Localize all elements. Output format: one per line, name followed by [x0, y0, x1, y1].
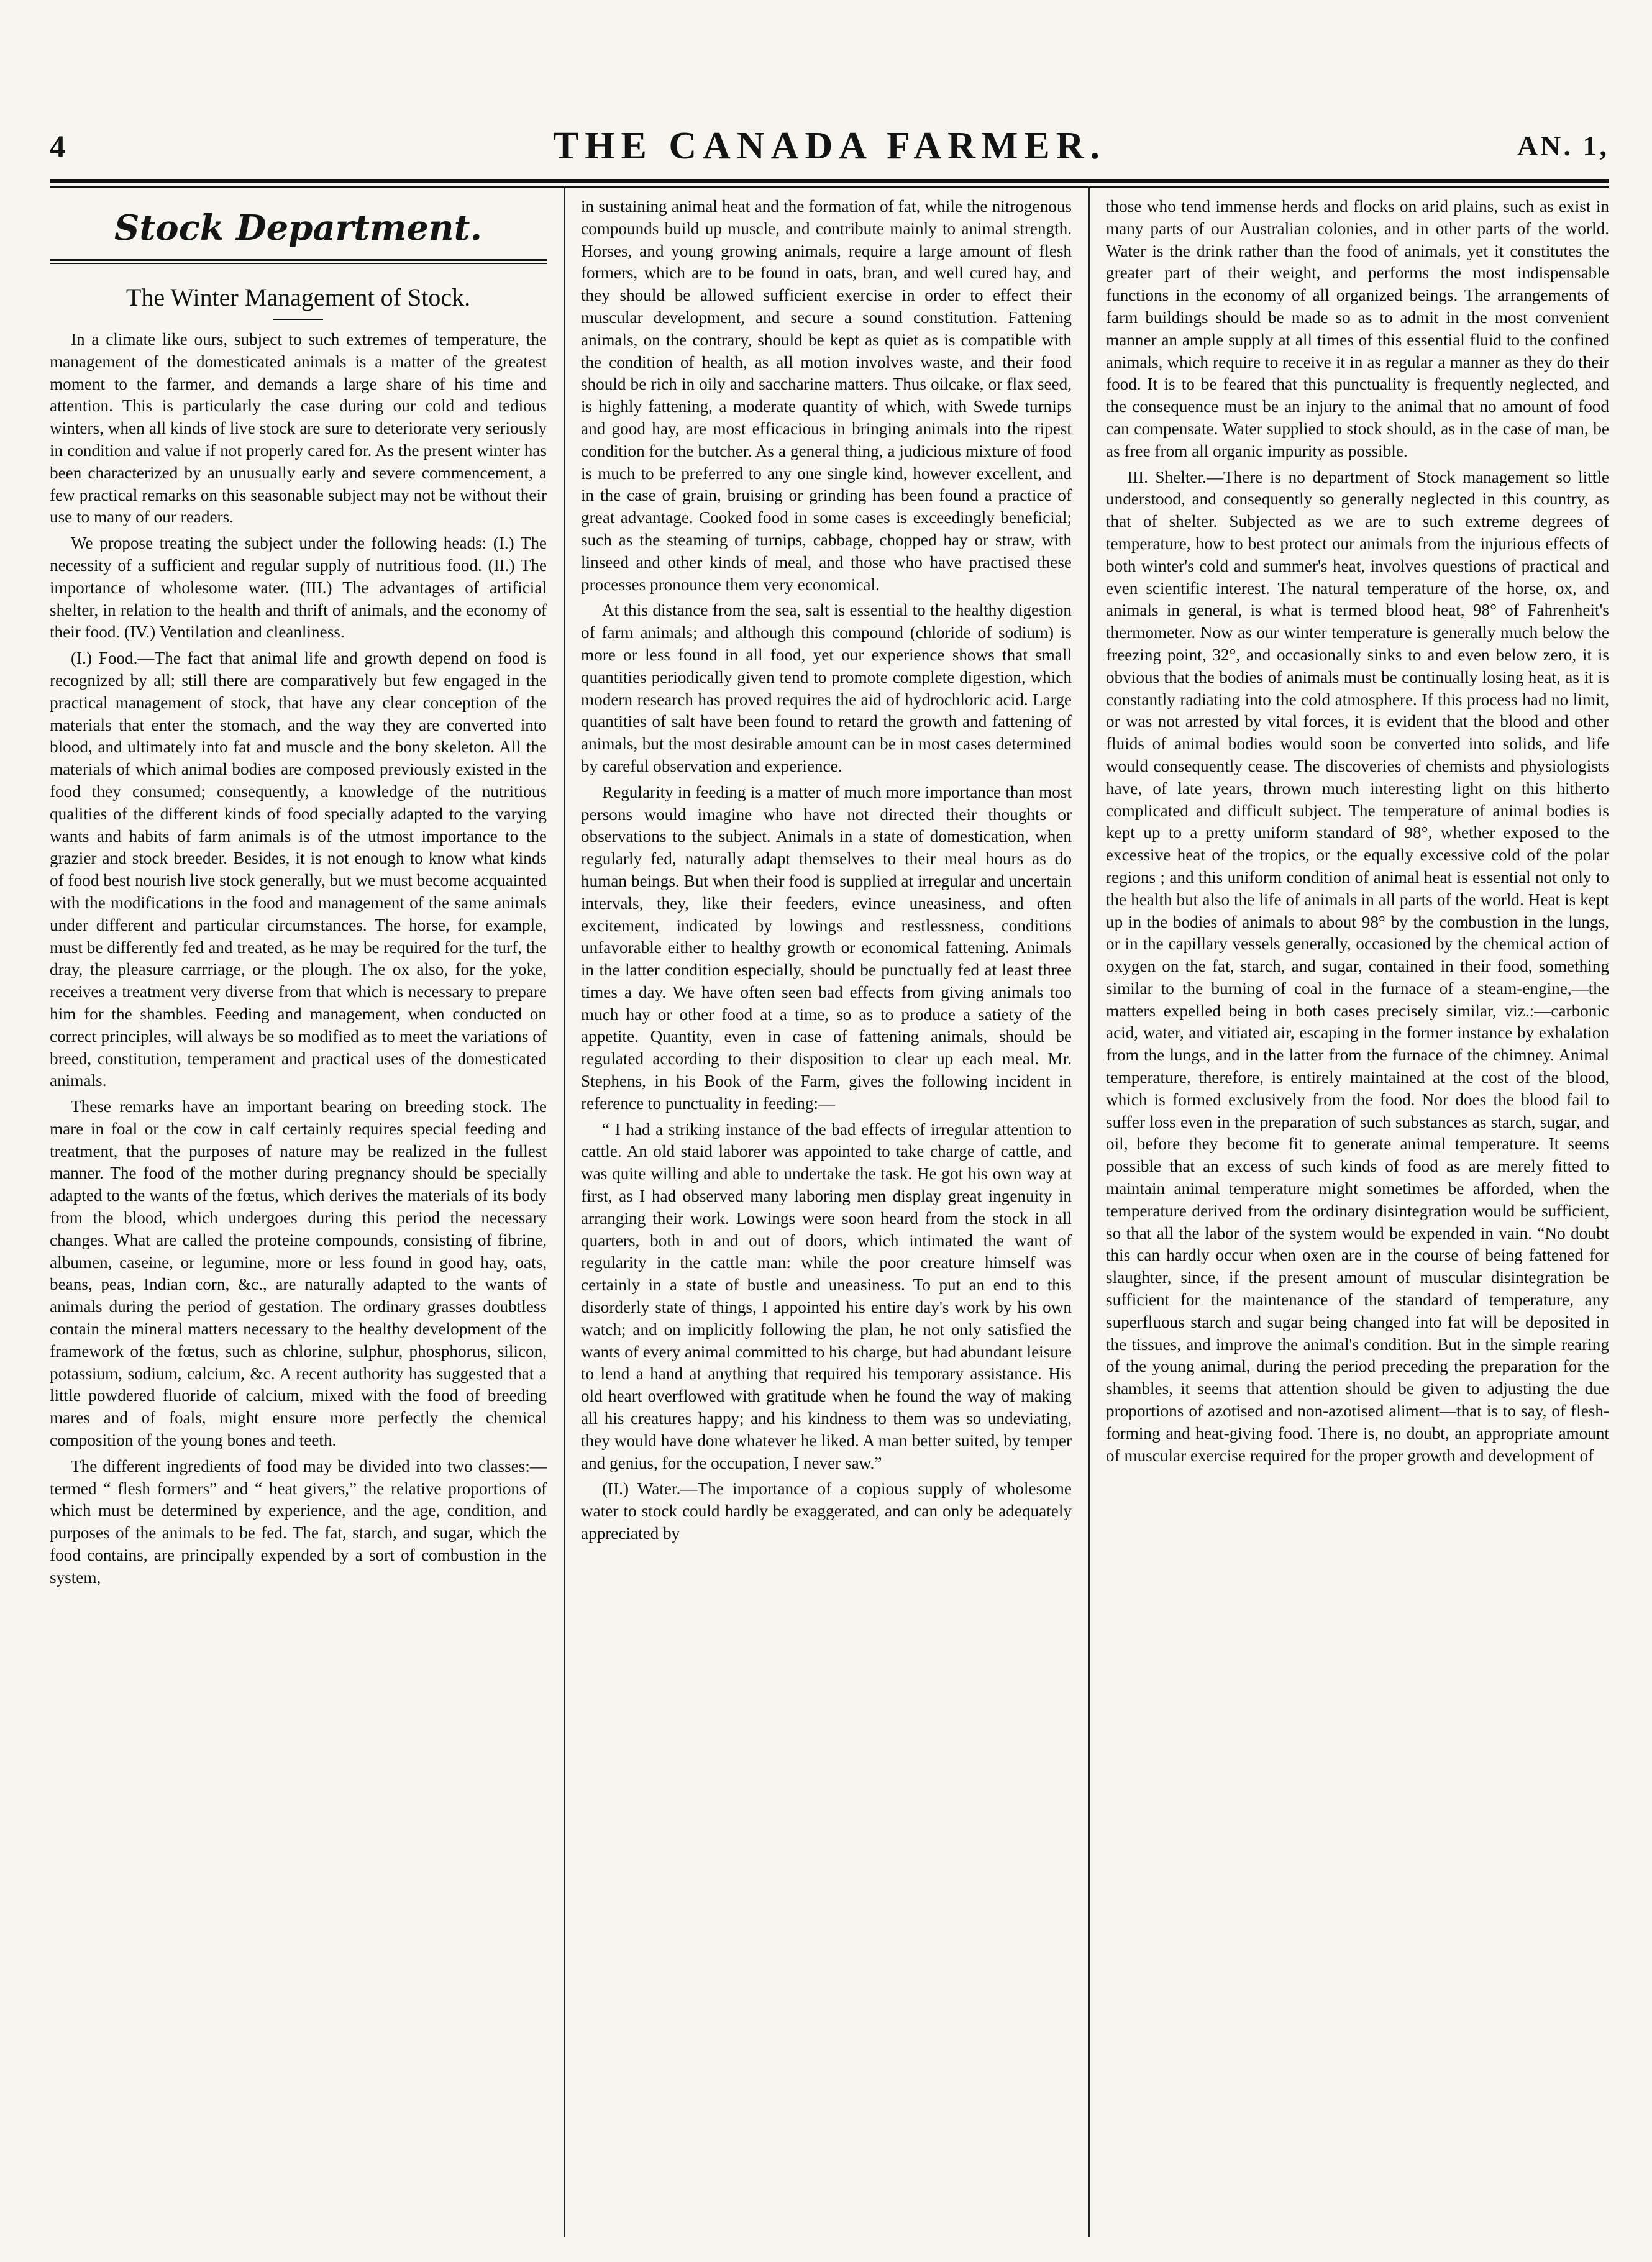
paragraph: in sustaining animal heat and the formation of fat, while the nitrogenous compounds build up muscle, and contribute mainly to animal strength. Horses, and young growing animals, require a large amount of flesh formers, which are to be found in oats, bran, and well cured hay, and they should be allowed sufficient exercise in order to effect their muscular development, and secure a sound constitution. Fattening animals, on the contrary, should be kept as quiet as is compatible with the condition of health, as all motion involves waste, and their food should be rich in oily and saccharine matters. Thus oilcake, or flax seed, is highly fattening, a moderate quantity of which, with Swede turnips and good hay, are most efficacious in bringing animals into the ripest condition for the butcher. As a general thing, a judicious mixture of food is much to be preferred to any one single kind, however excellent, and in the case of grain, bruising or grinding has been found a practice of great advantage. Cooked food in some cases is exceedingly beneficial; such as the steaming of turnips, cabbage, chopped hay or straw, with linseed and other kinds of meal, and those who have practised these processes pronounce them very economical.	[581, 197, 1072, 594]
page-number: 4	[50, 129, 65, 163]
paragraph: (I.) Food.—The fact that animal life and growth depend on food is recognized by all; still there are comparatively but few engaged in the practical management of stock, that have any clear conception of the materials that enter the stomach, and the way they are converted into blood, and ultimately into fat and muscle and the bony skeleton. All the materials of which animal bodies are composed previously existed in the food they consumed; consequently, a knowledge of the nutritious qualities of the different kinds of food specially adapted to the varying wants and habits of farm animals is of the utmost importance to the grazier and stock breeder. Besides, it is not enough to know what kinds of food best nourish live stock generally, but we must become acquainted with the modifications in the food and management of the same animals under different and particular circumstances. The horse, for example, must be differently fed and treated, as he may be required for the turf, the dray, the pleasure carrriage, or the plough. The ox also, for the yoke, receives a treatment very diverse from that which is necessary to prepare him for the shambles. Feeding and management, when conducted on correct principles, will always be so modified as to meet the variations of breed, constitution, temperament and practical uses of the domesticated animals.	[50, 649, 547, 1090]
issue-label: AN. 1,	[1517, 130, 1609, 162]
article-title: The Winter Management of Stock.	[125, 283, 471, 311]
column-2	[581, 196, 1072, 2237]
column-divider	[1088, 186, 1090, 2237]
column-1	[50, 196, 547, 2237]
column-divider	[564, 186, 565, 2237]
paragraph: In a climate like ours, subject to such extremes of temperature, the management of the domesticated animals is a matter of the greatest moment to the farmer, and demands a large share of his time and attention. This is particularly the case during our cold and tedious winters, when all kinds of live stock are sure to deteriorate very seriously in condition and value if not properly cared for. As the present winter has been characterized by an unusually early and severe commencement, a few practical remarks on this seasonable subject may not be without their use to many of our readers.	[50, 330, 547, 527]
paragraph: III. Shelter.—There is no department of Stock management so little understood, and consequently so generally neglected in this country, as that of shelter. Subjected as we are to such extreme degrees of temperature, how to best protect our animals from the injurious effects of both winter's cold and summer's heat, involves questions of practical and even scientific interest. The natural temperature of the horse, ox, and animals in general, is what is termed blood heat, 98° of Fahrenheit's thermometer. Now as our winter temperature is generally much below the freezing point, 32°, and occasionally sinks to and even below zero, it is obvious that the bodies of animals must be continually losing heat, as it is constantly radiating into the cold atmosphere. If this process had no limit, or was not arrested by vital forces, it is evident that the blood and other fluids of animal bodies would soon be converted into solids, and life would consequently cease. The discoveries of chemists and physiologists have, of late years, thrown much interesting light on this hitherto complicated and difficult subject. The temperature of animal bodies is kept up to a pretty uniform standard of 98°, whether exposed to the excessive heat of the tropics, or the equally excessive cold of the polar regions ; and this uniform condition of animal heat is essential not only to the health but also the life of animals in all parts of the world. Heat is kept up in the bodies of animals to about 98° by the combustion in the lungs, or in the capillary vessels generally, occasioned by the chemical action of oxygen on the fat, starch, and sugar, contained in their food, something similar to the burning of coal in the furnace of a steam-engine,—the matters expelled being in both cases precisely similar, viz.:—carbonic acid, water, and vitiated air, escaping in the former instance by exhalation from the lungs, and in the latter from the furnace of the chimney. Animal temperature, therefore, is entirely maintained at the cost of the blood, which is formed exclusively from the food. Nor does the blood fail to suffer loss even in the preparation of such substances as starch, sugar, and oil, before they become fit to generate animal temperature. It seems possible that an excess of such kinds of food as are merely fitted to maintain animal temperature might sometimes be afforded, when the temperature derived from the ordinary disintegration would be sufficient, so that all the labor of the system would be expended in vain. “No doubt this can hardly occur when oxen are in the course of being fattened for slaughter, since, if the present amount of muscular disintegration be sufficient for the maintenance of the standard of temperature, any superfluous starch and sugar being changed into fat will be deposited in the tissues, and improve the animal's condition. But in the simple rearing of the young animal, during the period preceding the preparation for the shambles, it seems that attention should be given to adjusting the due proportions of azotised and non-azotised aliment—that is to say, of flesh-forming and heat-giving food. There is, no doubt, an appropriate amount of muscular exercise required for the proper growth and development of	[1106, 467, 1609, 1465]
paragraph: those who tend immense herds and flocks on arid plains, such as exist in many parts of our Australian colonies, and in other parts of the world. Water is the drink rather than the food of animals, yet it constitutes the greater part of their weight, and performs the most indispensable functions in the economy of all organized beings. The arrangements of farm buildings should be made so as to admit in the most convenient manner an ample supply at all times of this essential fluid to the confined animals, which require to receive it in as regular a manner as they do their food. It is to be feared that this punctuality is frequently neglected, and the consequence must be an injury to the animal that no amount of food can compensate. Water supplied to stock should, as in the case of man, be as free from all organic impurity as possible.	[1106, 197, 1609, 460]
paragraph: These remarks have an important bearing on breeding stock. The mare in foal or the cow in calf certainly requires special feeding and treatment, that the purposes of nature may be realized in the fullest manner. The food of the mother during pregnancy should be specially adapted to the wants of the fœtus, which derives the materials of its body from the blood, which undergoes during this period the necessary changes. What are called the proteine compounds, consisting of fibrine, albumen, caseine, or legumine, more or less found in good hay, oats, beans, peas, Indian corn, &c., are naturally adapted to the wants of animals during the period of gestation. The ordinary grasses doubtless contain the mineral matters necessary to the healthy development of the framework of the fœtus, such as chlorine, sulphur, phosphorus, silicon, potassium, sodium, calcium, &c. A recent authority has suggested that a little powdered fluoride of calcium, mixed with the food of breeding mares and of foals, might ensure more perfectly the chemical composition of the young bones and teeth.	[50, 1097, 547, 1450]
paragraph: Regularity in feeding is a matter of much more importance than most persons would imagine who have not directed their thoughts or observations to the subject. Animals in a state of domestication, when regularly fed, naturally adapt themselves to their meal hours as do human beings. But when their food is supplied at irregular and uncertain intervals, they, like their feeders, evince uneasiness, and often excitement, indicated by lowings and restlessness, conditions unfavorable either to healthy growth or economical fattening. Animals in the latter condition especially, should be punctually fed at least three times a day. We have often seen bad effects from giving animals too much hay or other food at a time, so as to produce a satiety of the appetite. Quantity, even in case of fattening animals, should be regulated according to their disposition to clear up each meal. Mr. Stephens, in his Book of the Farm, gives the following incident in reference to punctuality in feeding:—	[581, 782, 1072, 1113]
column-3	[1106, 196, 1609, 2237]
masthead-rule	[50, 179, 1609, 183]
title-rule	[273, 319, 323, 320]
department-heading: Stock Department.	[114, 208, 483, 249]
paragraph: (II.) Water.—The importance of a copious supply of wholesome water to stock could hardly be exaggerated, and can only be adequately appreciated by	[581, 1479, 1072, 1543]
paragraph: We propose treating the subject under the following heads: (I.) The necessity of a sufficient and regular supply of nutritious food. (II.) The importance of wholesome water. (III.) The advantages of artificial shelter, in relation to the health and thrift of animals, and the economy of their food. (IV.) Ventilation and cleanliness.	[50, 534, 547, 642]
paragraph: The different ingredients of food may be divided into two classes:—termed “ flesh formers” and “ heat givers,” the relative proportions of which must be determined by experience, and the age, condition, and purposes of the animals to be fed. The fat, starch, and sugar, which the food contains, are principally expended by a sort of combustion in the system,	[50, 1456, 547, 1587]
newspaper-title: THE CANADA FARMER.	[552, 125, 1107, 167]
masthead-rule-thin	[50, 186, 1609, 188]
quotation: “ I had a striking instance of the bad effects of irregular attention to cattle. An old staid laborer was appointed to take charge of cattle, and was quite willing and able to undertake the task. He got his own way at first, as I had observed many laboring men display great ingenuity in arranging their work. Lowings were soon heard from the stock in all quarters, both in and out of doors, which intimated the want of regularity in the cattle man: while the poor creature himself was certainly in a state of bustle and uneasiness. To put an end to this disorderly state of things, I appointed his entire day's work by his own watch; and on implicitly following the plan, he not only satisfied the wants of every animal committed to his charge, but had abundant leisure to lend a hand at anything that required his temporary assistance. His old heart overflowed with gratitude when he found the way of making all his creatures happy; and his kindness to them was so undeviating, they would have done whatever he liked. A man better suited, by temper and genius, for the occupation, I never saw.”	[581, 1120, 1072, 1472]
masthead	[50, 121, 1609, 171]
heading-rule	[50, 259, 547, 264]
paragraph: At this distance from the sea, salt is essential to the healthy digestion of farm animals; and although this compound (chloride of sodium) is more or less found in all food, yet our experience shows that small quantities periodically given tend to promote complete digestion, which modern research has proved requires the aid of hydrochloric acid. Large quantities of salt have been found to retard the growth and fattening of animals, but the most desirable amount can be in most cases determined by careful observation and experience.	[581, 601, 1072, 775]
